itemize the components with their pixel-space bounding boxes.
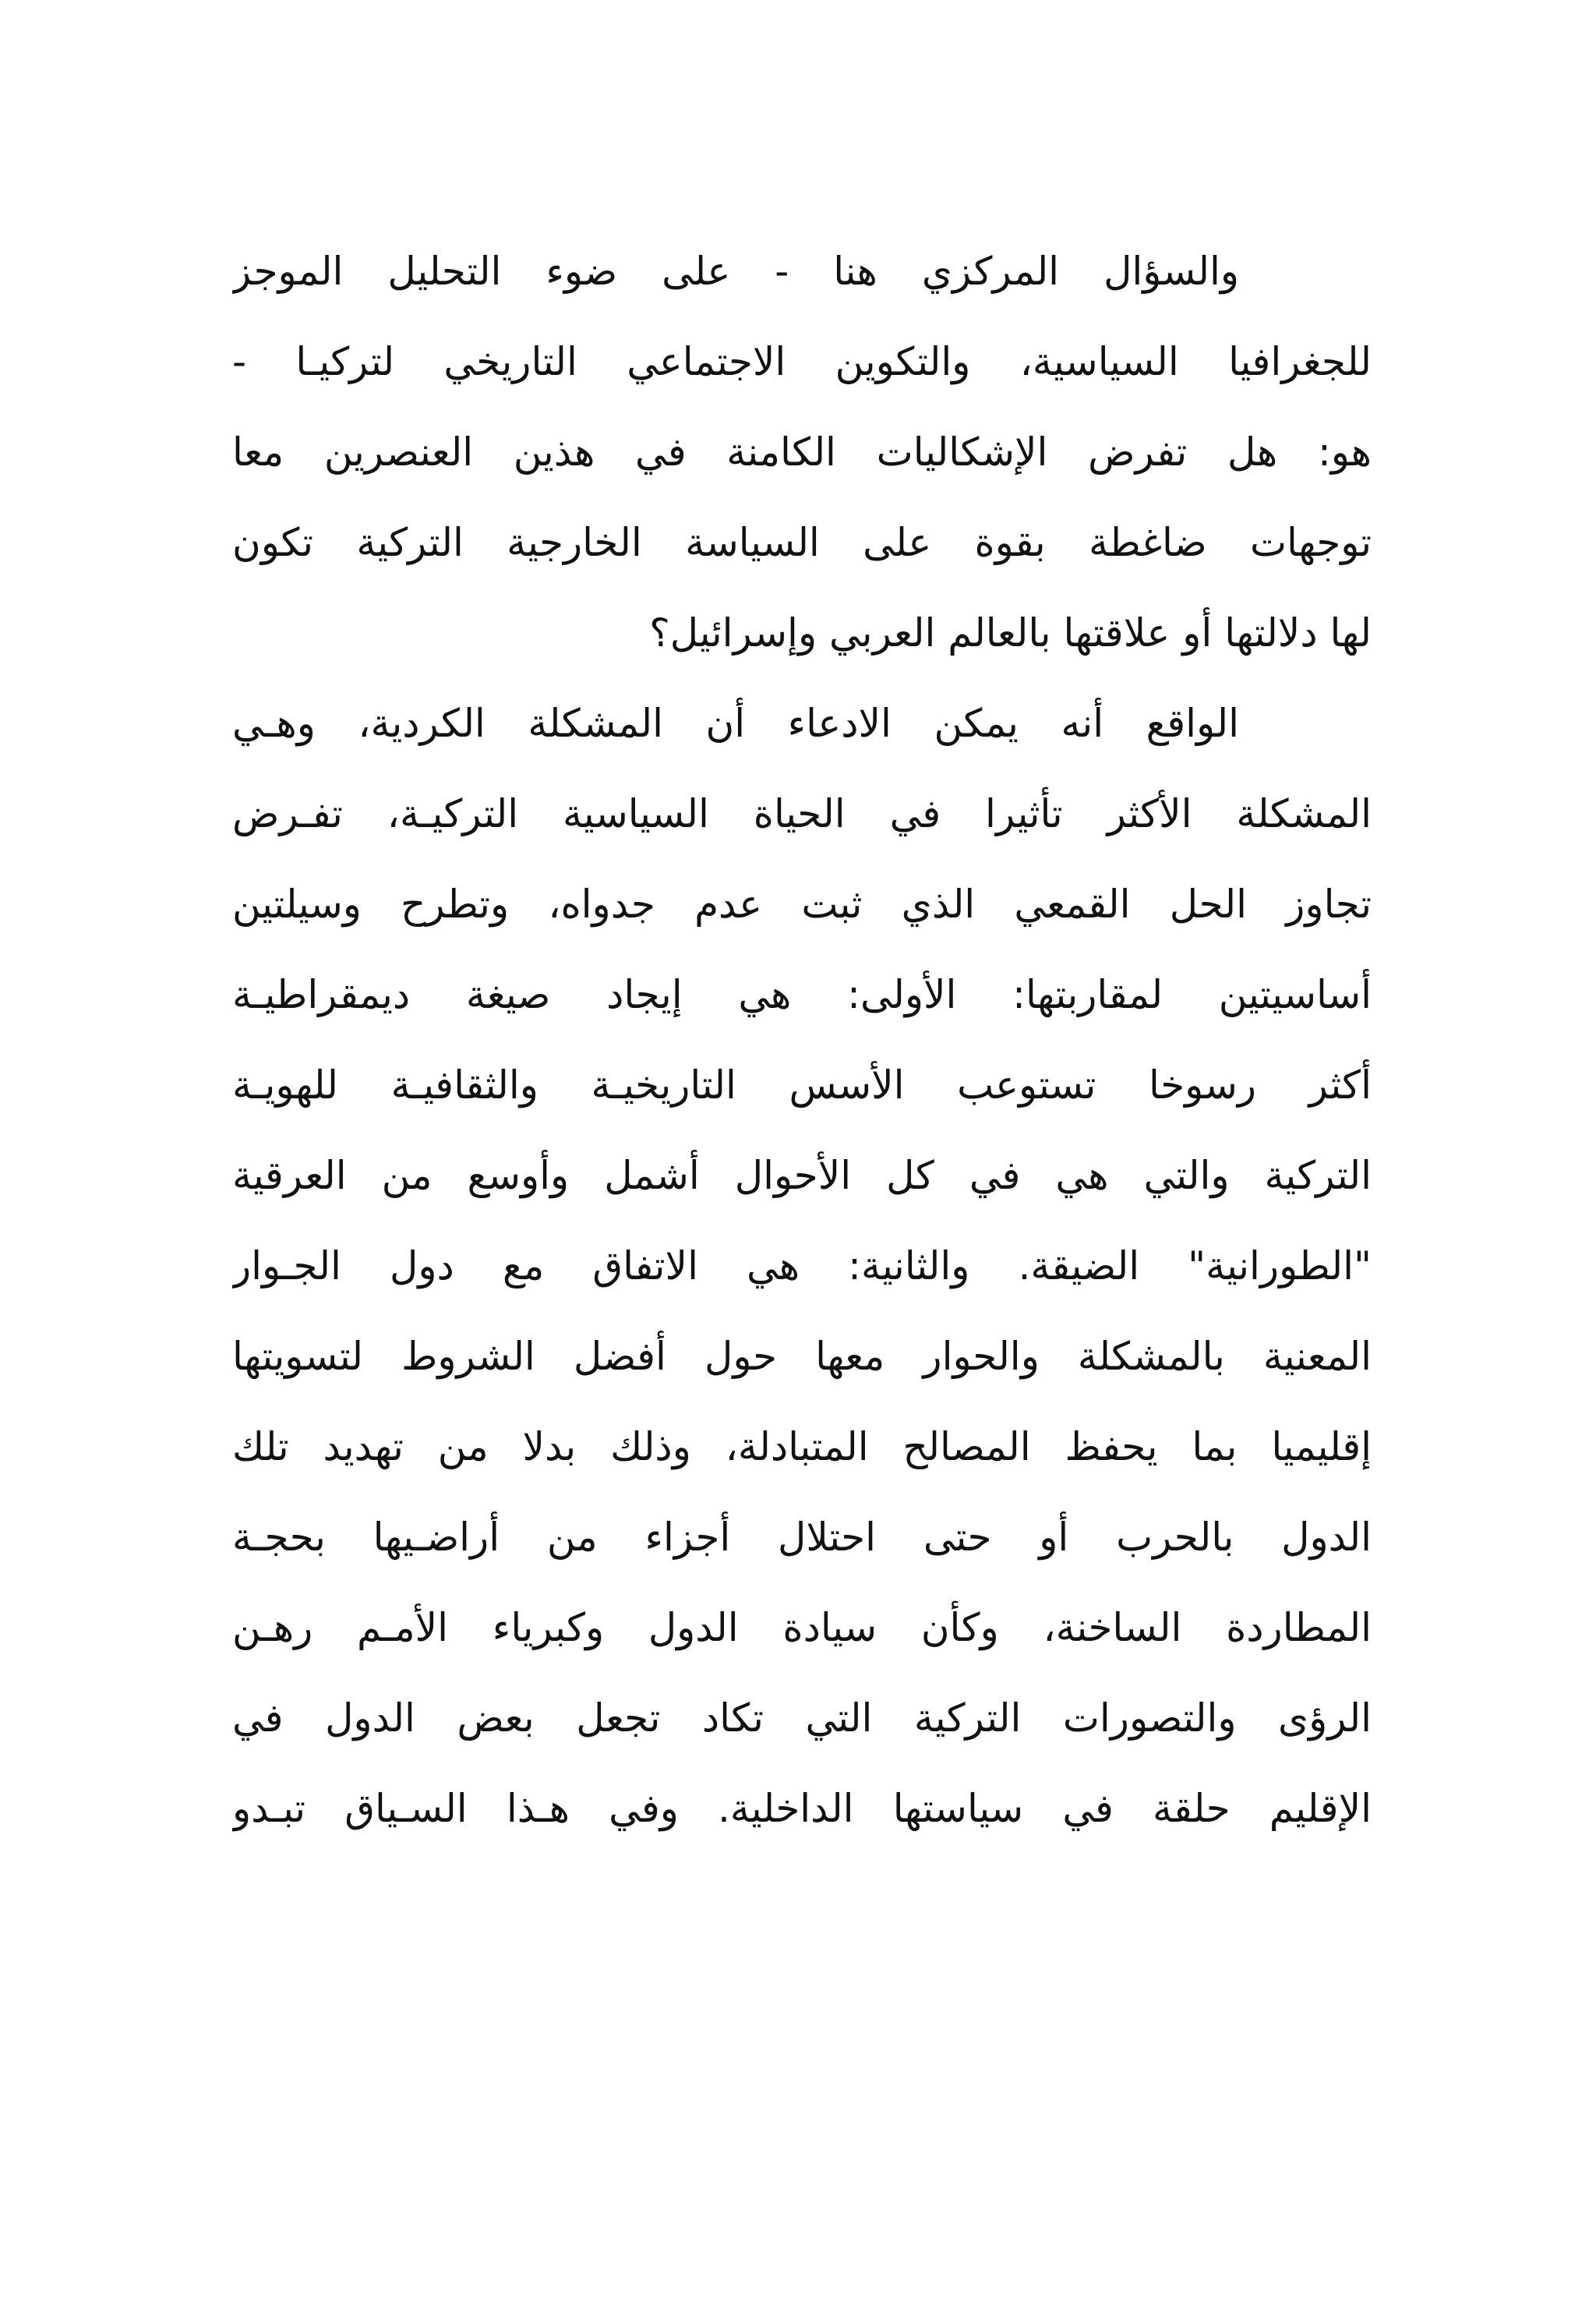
text-line: الإقليم حلقة في سياستها الداخلية. وفي هـذا السـياق تبـدو	[232, 1786, 1372, 1831]
text-line: الواقع أنه يمكن الادعاء أن المشكلة الكردية، وهـي	[232, 701, 1239, 746]
text-line: الدول بالحرب أو حتى احتلال أجزاء من أراضـيها بحجـة	[232, 1515, 1372, 1560]
text-line: أساسيتين لمقاربتها: الأولى: هي إيجاد صيغة ديمقراطيـة	[232, 972, 1372, 1017]
text-line: التركية والتي هي في كل الأحوال أشمل وأوسع من العرقية	[232, 1153, 1372, 1198]
text-line: هو: هل تفرض الإشكاليات الكامنة في هذين العنصرين معا	[232, 430, 1372, 475]
paragraph-1	[232, 226, 1372, 678]
text-line: للجغرافيا السياسية، والتكوين الاجتماعي التاريخي لتركيـا -	[232, 339, 1372, 384]
text-line: لها دلالتها أو علاقتها بالعالم العربي وإسرائيل؟	[649, 610, 1372, 656]
text-line: أكثر رسوخا تستوعب الأسس التاريخيـة والثقافيـة للهويـة	[232, 1062, 1372, 1108]
text-line: الرؤى والتصورات التركية التي تكاد تجعل بعض الدول في	[232, 1695, 1372, 1741]
text-line: "الطورانية" الضيقة. والثانية: هي الاتفاق مع دول الجـوار	[232, 1243, 1372, 1289]
text-line: إقليميا بما يحفظ المصالح المتبادلة، وذلك بدلا من تهديد تلك	[232, 1424, 1372, 1469]
body-text	[232, 226, 1372, 1854]
text-line: المطاردة الساخنة، وكأن سيادة الدول وكبرياء الأمـم رهـن	[232, 1605, 1372, 1650]
text-line: المشكلة الأكثر تأثيرا في الحياة السياسية التركيـة، تفـرض	[232, 791, 1372, 836]
text-line: تجاوز الحل القمعي الذي ثبت عدم جدواه، وتطرح وسيلتين	[232, 882, 1372, 927]
text-line: والسؤال المركزي هنا - على ضوء التحليل الموجز	[232, 249, 1239, 294]
paragraph-2	[232, 678, 1372, 1854]
text-line: المعنية بالمشكلة والحوار معها حول أفضل الشروط لتسويتها	[232, 1334, 1372, 1379]
text-line: توجهات ضاغطة بقوة على السياسة الخارجية التركية تكون	[232, 520, 1372, 565]
